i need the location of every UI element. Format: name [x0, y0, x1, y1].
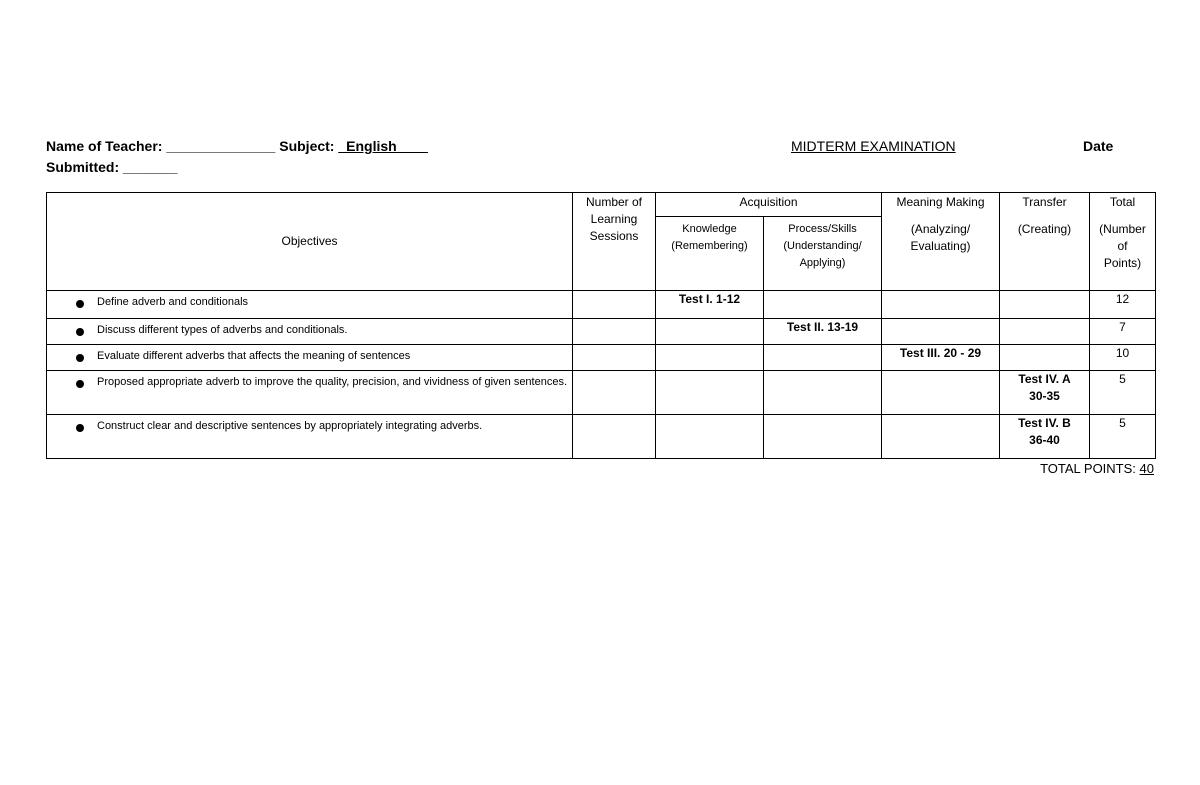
meaning-making-sub: (Analyzing/ Evaluating)	[910, 222, 971, 253]
transfer-sub: (Creating)	[1017, 222, 1072, 236]
meaning-making-header	[882, 193, 1000, 291]
total-points	[1040, 461, 1154, 476]
transfer-cell: Test IV. B 36-40	[1000, 415, 1090, 459]
knowledge-cell	[656, 371, 764, 415]
sessions-header: Number of Learning Sessions	[573, 193, 656, 291]
process-cell: Test II. 13-19	[764, 319, 882, 345]
transfer-cell	[1000, 345, 1090, 371]
exam-title: MIDTERM EXAMINATION	[791, 138, 956, 154]
total-points-label: TOTAL POINTS:	[1040, 461, 1140, 476]
transfer-title: Transfer	[1022, 195, 1067, 209]
bullet-icon	[76, 380, 84, 388]
subject-label: Subject:	[279, 138, 339, 154]
total-cell: 5	[1090, 415, 1156, 459]
table-row	[47, 319, 1156, 345]
total-sub: (Number of Points)	[1099, 222, 1146, 270]
objective-text: Discuss different types of adverbs and conditionals.	[97, 324, 348, 336]
sessions-cell	[573, 319, 656, 345]
table-row	[47, 415, 1156, 459]
sessions-cell	[573, 415, 656, 459]
meaning-cell: Test III. 20 - 29	[882, 345, 1000, 371]
meaning-cell	[882, 415, 1000, 459]
meaning-making-title: Meaning Making	[896, 195, 985, 209]
objective-cell	[47, 371, 573, 415]
meaning-cell	[882, 319, 1000, 345]
bullet-icon	[76, 300, 84, 308]
knowledge-header: Knowledge (Remembering)	[656, 217, 764, 291]
objective-text: Evaluate different adverbs that affects the meaning of sentences	[97, 350, 411, 362]
table-of-specifications	[46, 192, 1156, 459]
transfer-cell	[1000, 319, 1090, 345]
transfer-cell	[1000, 291, 1090, 319]
process-cell	[764, 345, 882, 371]
objective-text: Define adverb and conditionals	[97, 296, 249, 308]
total-cell: 7	[1090, 319, 1156, 345]
sessions-cell	[573, 291, 656, 319]
subject-value: _English____	[338, 138, 428, 154]
bullet-icon	[76, 328, 84, 336]
table-row	[47, 345, 1156, 371]
process-skills-header: Process/Skills (Understanding/ Applying)	[764, 217, 882, 291]
teacher-label: Name of Teacher: ______________	[46, 138, 280, 154]
objective-cell	[47, 345, 573, 371]
knowledge-cell: Test I. 1-12	[656, 291, 764, 319]
knowledge-cell	[656, 415, 764, 459]
transfer-header	[1000, 193, 1090, 291]
teacher-name-label	[46, 138, 428, 154]
objective-text: Proposed appropriate adverb to improve the quality, precision, and vividness of given sentences.	[97, 376, 568, 388]
sessions-cell	[573, 371, 656, 415]
process-cell	[764, 371, 882, 415]
table-row	[47, 371, 1156, 415]
date-label: Date	[1083, 138, 1114, 154]
objectives-header: Objectives	[47, 193, 573, 291]
process-cell	[764, 415, 882, 459]
objective-cell	[47, 291, 573, 319]
bullet-icon	[76, 354, 84, 362]
total-points-value: 40	[1139, 461, 1154, 476]
table-row	[47, 291, 1156, 319]
total-cell: 5	[1090, 371, 1156, 415]
knowledge-cell	[656, 345, 764, 371]
total-cell: 10	[1090, 345, 1156, 371]
objective-cell	[47, 319, 573, 345]
total-header	[1090, 193, 1156, 291]
acquisition-header: Acquisition	[656, 193, 882, 217]
total-title: Total	[1109, 195, 1136, 209]
meaning-cell	[882, 291, 1000, 319]
objective-cell	[47, 415, 573, 459]
transfer-cell: Test IV. A 30-35	[1000, 371, 1090, 415]
submitted-label: Submitted: _______	[46, 159, 178, 175]
total-cell: 12	[1090, 291, 1156, 319]
objective-text: Construct clear and descriptive sentences by appropriately integrating adverbs.	[97, 420, 483, 432]
meaning-cell	[882, 371, 1000, 415]
bullet-icon	[76, 424, 84, 432]
sessions-cell	[573, 345, 656, 371]
process-cell	[764, 291, 882, 319]
knowledge-cell	[656, 319, 764, 345]
